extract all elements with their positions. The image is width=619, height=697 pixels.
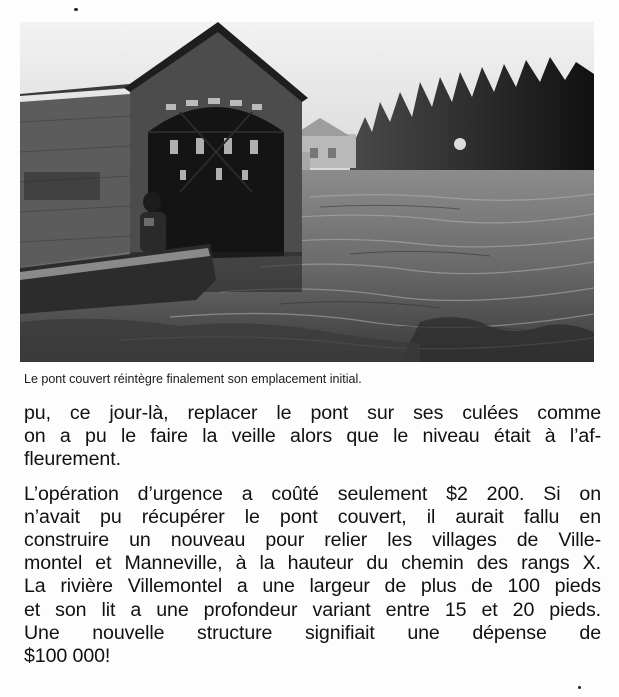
text-line: $100 000! (24, 645, 111, 668)
text-line: et son lit a une profondeur variant entre 15 et 20 pieds. (24, 598, 601, 621)
text-line: pu, ce jour-là, replacer le pont sur ses culées comme (24, 402, 601, 424)
article-body (24, 402, 601, 679)
text-line: fleurement. (24, 448, 121, 471)
text-line: Une nouvelle structure signifiait une dépense de (24, 621, 601, 644)
photo-caption: Le pont couvert réintègre finalement son emplacement initial. (24, 372, 362, 386)
text-line: n’avait pu récupérer le pont couvert, il aurait fallu en (24, 505, 601, 528)
print-speck (74, 8, 78, 11)
covered-bridge-photo (20, 22, 594, 362)
text-line: montel et Manneville, à la hauteur du chemin des rangs X. (24, 552, 601, 575)
text-line: La rivière Villemontel a une largeur de plus de 100 pieds (24, 575, 601, 598)
paragraph-1 (24, 402, 601, 472)
text-line: on a pu le faire la veille alors que le niveau était à l’af- (24, 425, 601, 448)
print-speck (578, 686, 581, 689)
text-line: construire un nouveau pour relier les villages de Ville- (24, 529, 601, 552)
text-line: L’opération d’urgence a coûté seulement $2 200. Si on (24, 482, 601, 505)
paragraph-2 (24, 483, 601, 669)
